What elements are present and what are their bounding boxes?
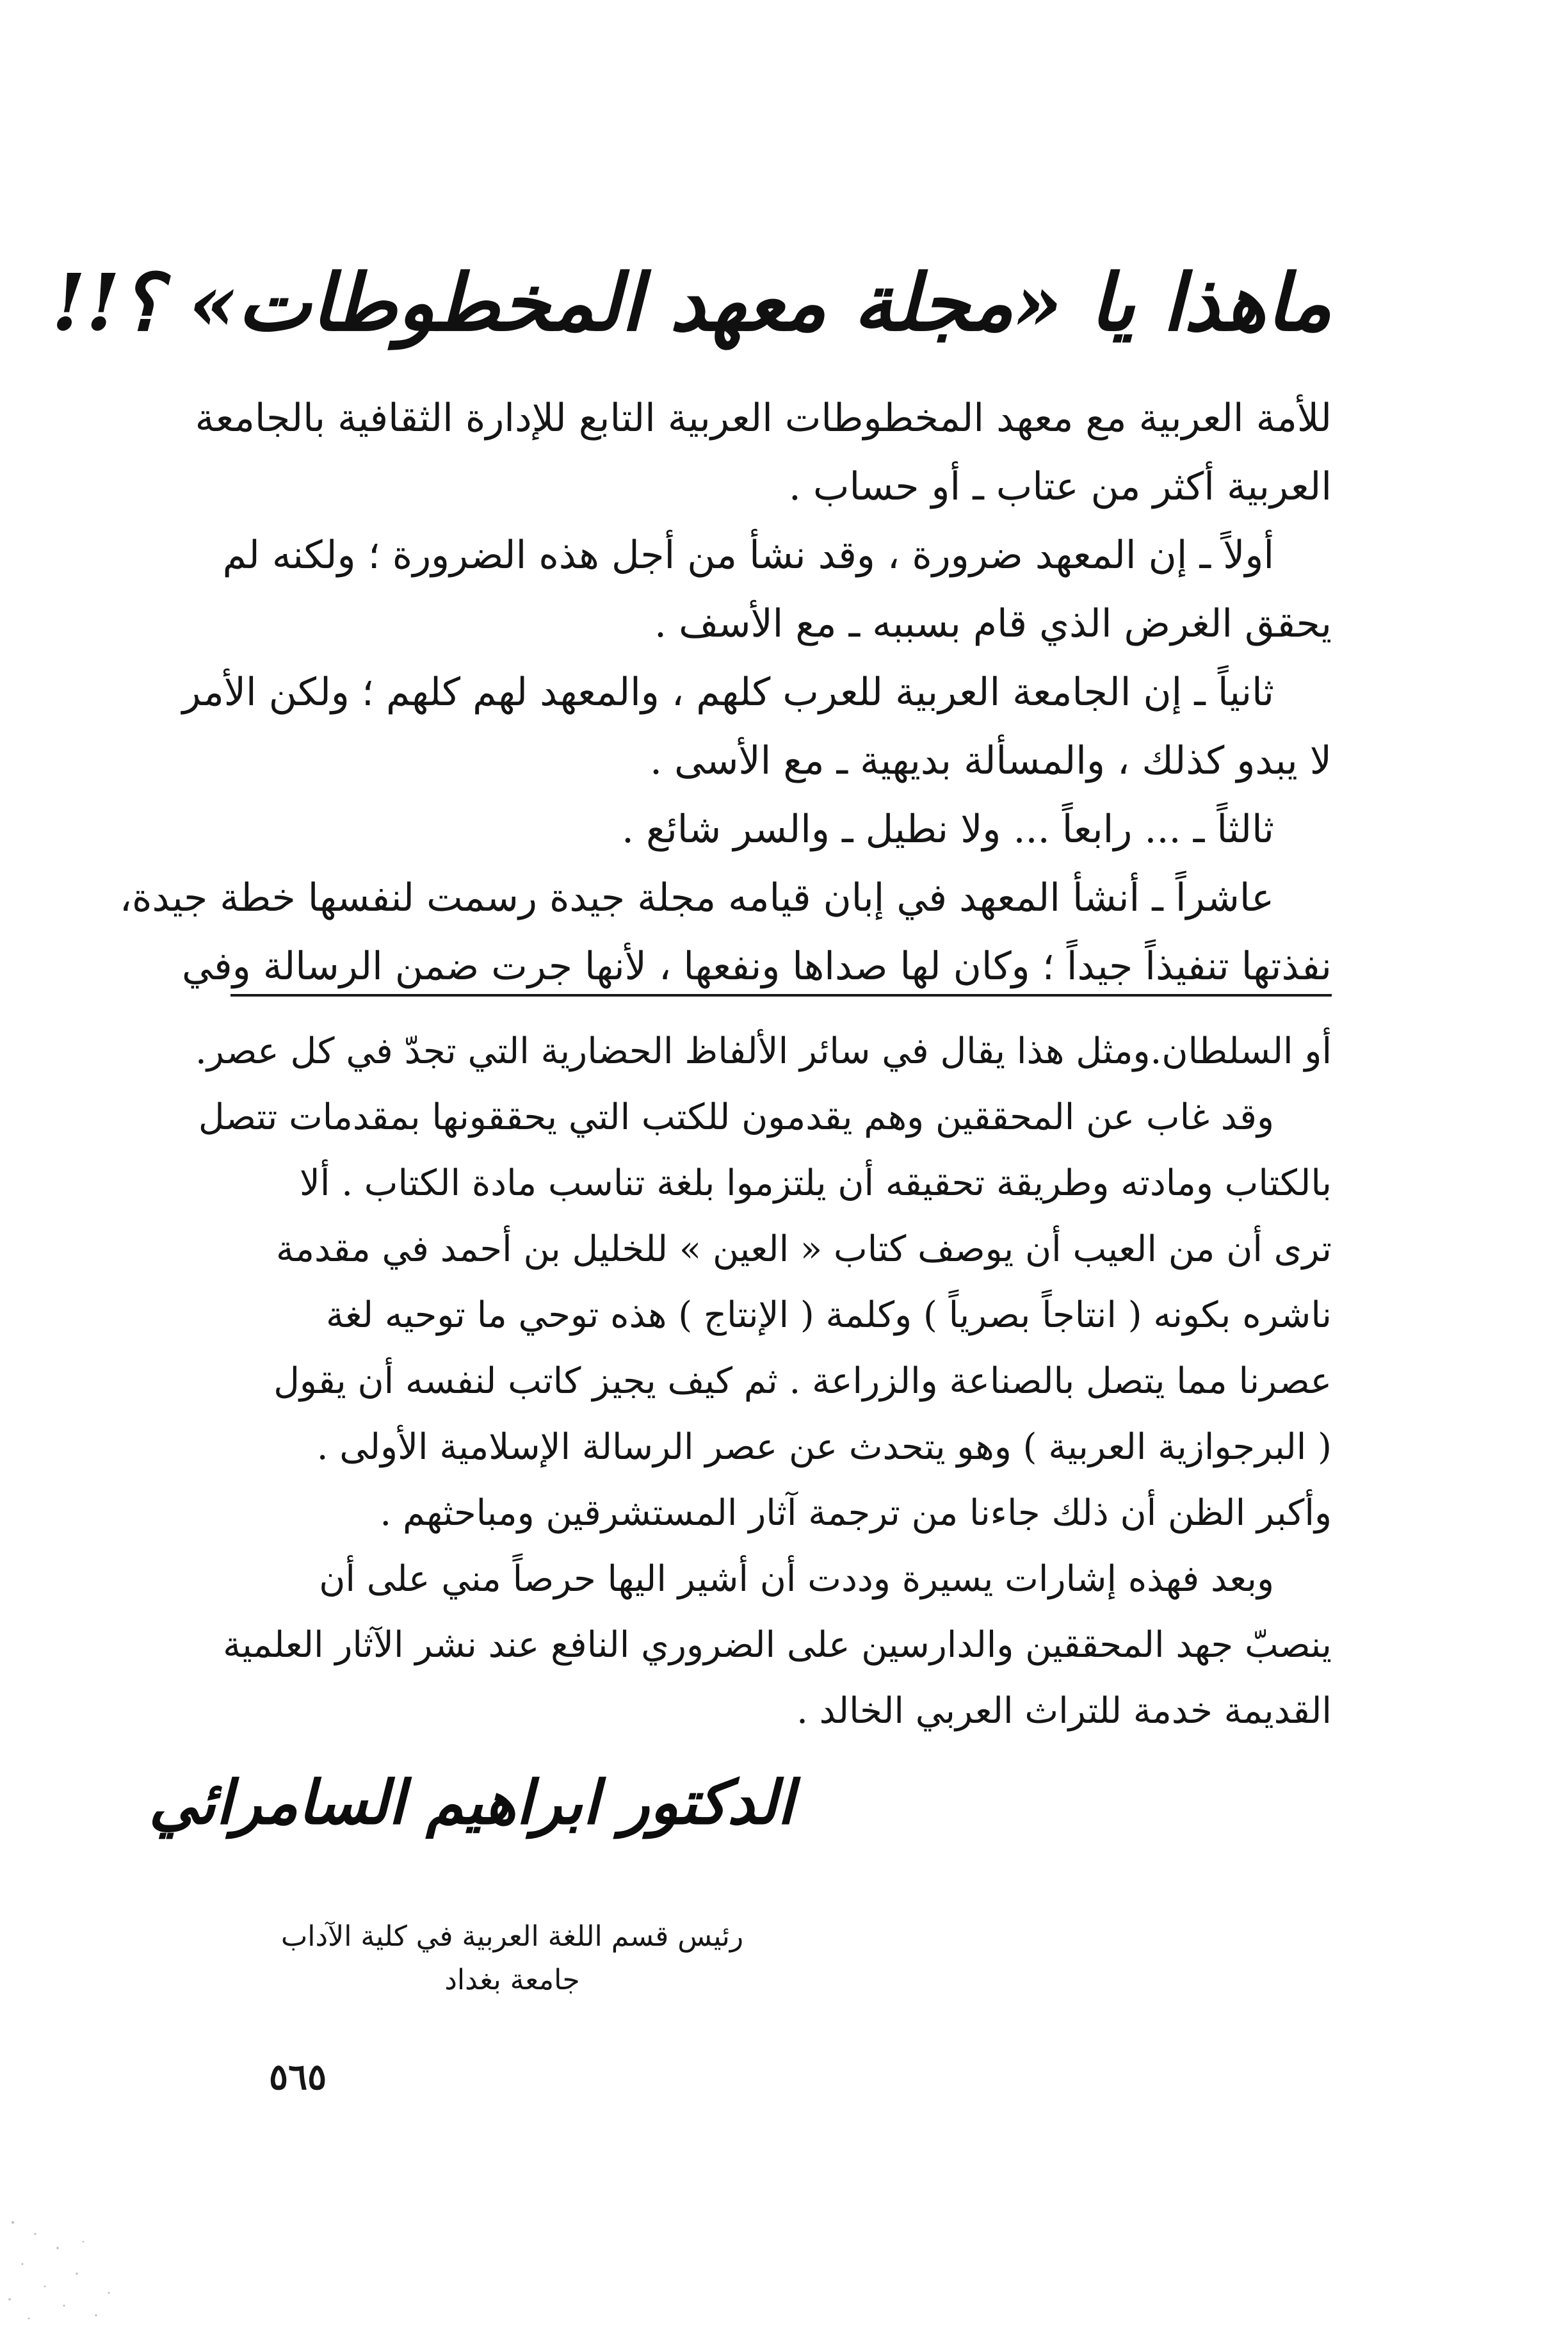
body-line: للأمة العربية مع معهد المخطوطات العربية التابع للإدارة الثقافية بالجامعة: [195, 396, 1332, 441]
note-line: بالكتاب ومادته وطريقة تحقيقه أن يلتزموا بلغة تناسب مادة الكتاب . ألا: [299, 1162, 1332, 1204]
note-line: عصرنا مما يتصل بالصناعة والزراعة . ثم كيف يجيز كاتب لنفسه أن يقول: [273, 1360, 1332, 1402]
note-line: ينصبّ جهد المحققين والدارسين على الضروري النافع عند نشر الآثار العلمية: [223, 1624, 1332, 1666]
note-line: وأكبر الظن أن ذلك جاءنا من ترجمة آثار المستشرقين ومباحثهم .: [380, 1492, 1332, 1534]
body-line: عاشراً ـ أنشأ المعهد في إبان قيامه مجلة جيدة رسمت لنفسها خطة جيدة،: [119, 876, 1274, 920]
body-line: العربية أكثر من عتاب ـ أو حساب .: [788, 464, 1332, 509]
body-line: نفذتها تنفيذاً جيداً ؛ وكان لها صداها ونفعها ، لأنها جرت ضمن الرسالة وفي: [182, 944, 1332, 989]
body-line: لا يبدو كذلك ، والمسألة بديهية ـ مع الأسى .: [650, 738, 1332, 783]
scan-noise: [0, 2203, 128, 2330]
body-line: ثانياً ـ إن الجامعة العربية للعرب كلهم ، والمعهد لهم كلهم ؛ ولكن الأمر: [182, 670, 1274, 715]
footnote-text: [195, 1018, 1332, 1744]
footnote-divider: [230, 994, 1332, 997]
note-line: وبعد فهذه إشارات يسيرة وددت أن أشير اليها حرصاً مني على أن: [319, 1558, 1274, 1600]
page-title: ماهذا يا «مجلة معهد المخطوطات» ؟!!: [51, 256, 1332, 348]
note-line: القديمة خدمة للتراث العربي الخالد .: [796, 1690, 1332, 1732]
note-line: ( البرجوازية العربية ) وهو يتحدث عن عصر الرسالة الإسلامية الأولى .: [316, 1426, 1332, 1468]
body-line: ثالثاً ـ ... رابعاً ... ولا نطيل ـ والسر شائع .: [621, 807, 1274, 852]
note-line: أو السلطان.ومثل هذا يقال في سائر الألفاظ الحضارية التي تجدّ في كل عصر.: [195, 1031, 1332, 1072]
affiliation-line: جامعة بغداد: [444, 1964, 580, 1996]
main-text: [119, 384, 1332, 1001]
note-line: وقد غاب عن المحققين وهم يقدمون للكتب التي يحققونها بمقدمات تتصل: [198, 1096, 1274, 1138]
body-line: أولاً ـ إن المعهد ضرورة ، وقد نشأ من أجل هذه الضرورة ؛ ولكنه لم: [222, 533, 1274, 578]
author-signature: الدكتور ابراهيم السامرائي: [149, 1768, 794, 1838]
note-line: ناشره بكونه ( انتاجاً بصرياً ) وكلمة ( الإنتاج ) هذه توحي ما توحيه لغة: [325, 1294, 1332, 1336]
page-number: ٥٦٥: [269, 2056, 327, 2098]
affiliation-line: رئيس قسم اللغة العربية في كلية الآداب: [280, 1920, 744, 1953]
author-affiliation: [269, 1915, 756, 2002]
body-line: يحقق الغرض الذي قام بسببه ـ مع الأسف .: [654, 601, 1332, 646]
note-line: ترى أن من العيب أن يوصف كتاب « العين » للخليل بن أحمد في مقدمة: [275, 1228, 1332, 1270]
